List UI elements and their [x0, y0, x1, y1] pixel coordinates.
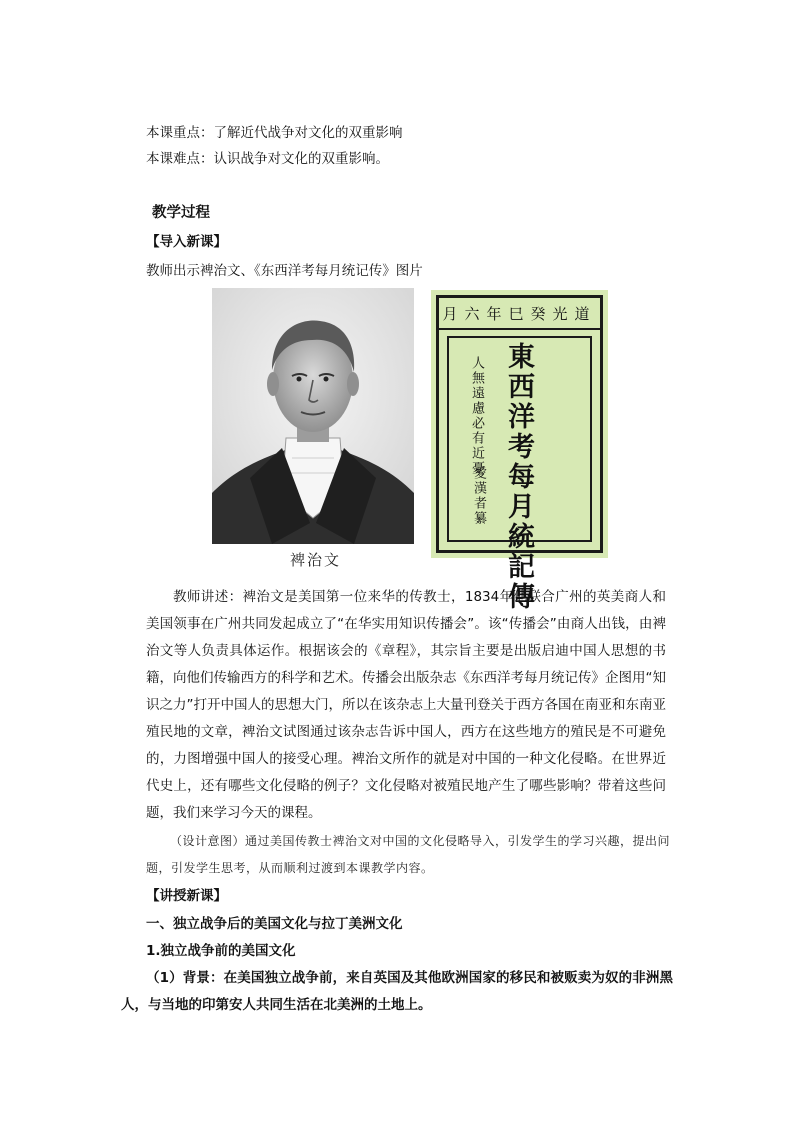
design-intent: （设计意图）通过美国传教士裨治文对中国的文化侵略导入，引发学生的学习兴趣，提出问题，引发学生思考，从而顺利过渡到本课教学内容。	[146, 834, 671, 875]
portrait-drawing	[212, 288, 414, 544]
portrait-caption: 裨治文	[290, 551, 342, 569]
key-point: 本课重点：了解近代战争对文化的双重影响	[146, 125, 403, 141]
process-title: 教学过程	[152, 205, 210, 221]
subsection-1-title: 1.独立战争前的美国文化	[146, 943, 296, 959]
cover-author: 愛漢者纂	[471, 466, 486, 526]
difficulty: 本课难点：认识战争对文化的双重影响。	[146, 151, 389, 167]
magazine-cover	[431, 290, 608, 612]
show-pictures: 教师出示裨治文、《东西洋考每月统记传》图片	[146, 263, 423, 279]
cover-motto: 人無遠慮必有近憂	[469, 356, 484, 476]
background-paragraph: （1）背景：在美国独立战争前，来自英国及其他欧洲国家的移民和被贩卖为奴的非洲黑人，与当地的印第安人共同生活在北美洲的土地上。	[121, 970, 673, 1013]
teacher-narration: 教师讲述：裨治文是美国第一位来华的传教士，1834年他联合广州的英美商人和美国领事在广州共同发起成立了“在华实用知识传播会”。该“传播会”由商人出钱，由裨治文等人负责具体运作。根据该会的《章程》，其宗旨主要是出版启迪中国人思想的书籍，向他们传输西方的科学和艺术。传播会出版杂志《东西洋考每月统记传》企图用“知识之力”打开中国人的思想大门，所以在该杂志上大量刊登关于西方各国在南亚和东南亚殖民地的文章，裨治文试图通过该杂志告诉中国人，西方在这些地方的殖民是不可避免的，力图增强中国人的接受心理。裨治文所作的就是对中国的一种文化侵略。在世界近代史上，还有哪些文化侵略的例子？文化侵略对被殖民地产生了哪些影响？带着这些问题，我们来学习今天的课程。	[146, 589, 666, 821]
new-lesson-heading: 【讲授新课】	[146, 888, 227, 904]
cover-frame	[436, 295, 603, 612]
intro-heading: 【导入新课】	[146, 234, 227, 250]
section-1-title: 一、独立战争后的美国文化与拉丁美洲文化	[146, 916, 403, 932]
cover-header	[439, 298, 600, 330]
cover-title: 東西洋考每月統記傳	[503, 342, 534, 612]
cover-body	[447, 336, 592, 612]
cover-date: 道光癸巳年六月	[442, 305, 597, 323]
bridgman-portrait	[212, 288, 414, 544]
